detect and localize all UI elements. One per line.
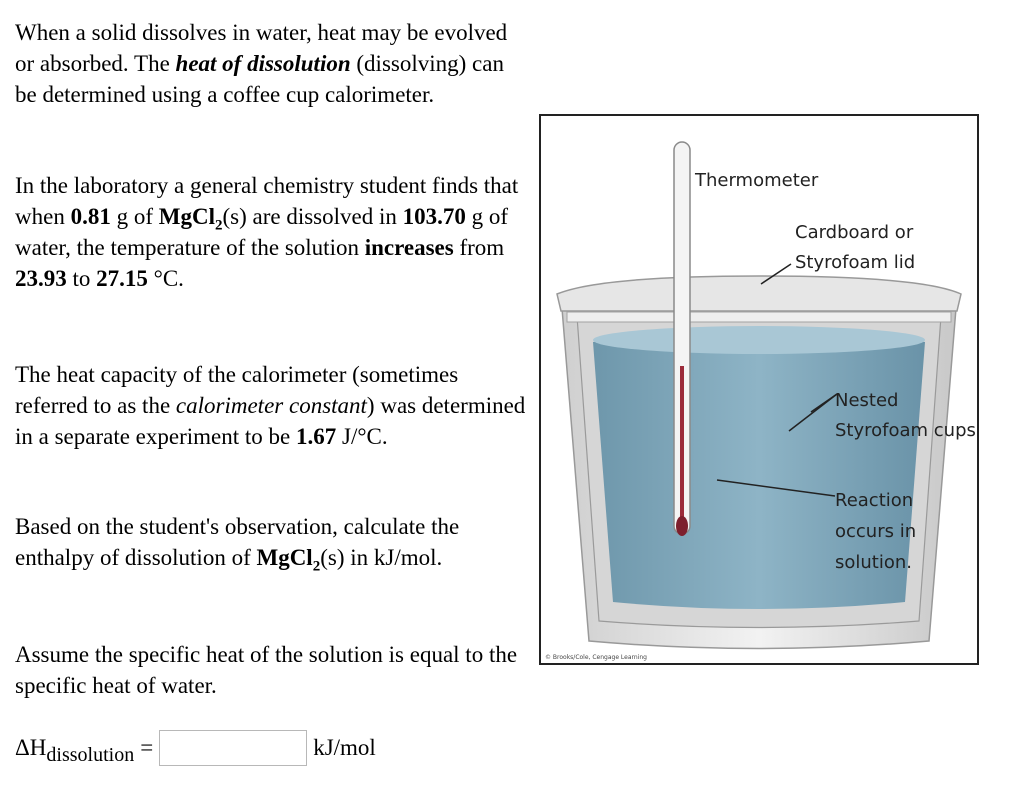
thermometer-label: Thermometer	[695, 170, 819, 191]
final-temperature: 27.15	[96, 266, 148, 291]
problem-paragraph: In the laboratory a general chemistry student finds that when 0.81 g of MgCl$_2$(s) are dissolved in 103.70 g of water, the temperature of the solution increases from 23.93 to 27.15 °C.	[15, 173, 519, 291]
question-paragraph: Based on the student's observation, calculate the enthalpy of dissolution of MgCl$_2$(s) in kJ/mol.	[15, 514, 460, 575]
calorimeter-figure	[539, 114, 979, 665]
answer-unit: kJ/mol	[313, 735, 376, 760]
heat-of-dissolution-term: heat of dissolution	[175, 51, 351, 76]
answer-row	[15, 728, 376, 768]
answer-label: ΔHdissolution	[15, 735, 135, 766]
heat-capacity-paragraph: The heat capacity of the calorimeter (sometimes referred to as the calorimeter constant) was determined in a separate experiment to be 1.67 J/°C.	[15, 362, 526, 449]
cups-label-line2: Styrofoam cups	[835, 420, 976, 441]
solute-mass: 0.81	[70, 204, 111, 229]
solution-surface	[593, 326, 925, 354]
thermometer-mercury	[680, 366, 684, 526]
solute-formula: MgCl$_2$	[158, 204, 223, 234]
reaction-label-line1: Reaction	[835, 490, 914, 511]
intro-paragraph: When a solid dissolves in water, heat may be evolved or absorbed. The heat of dissolution (dissolving) can be determined using a coffee cup calorimeter.	[15, 20, 508, 107]
lid	[557, 276, 961, 311]
initial-temperature: 23.93	[15, 266, 67, 291]
cups-label-line1: Nested	[835, 390, 899, 411]
solute-formula: MgCl$_2$	[256, 545, 321, 575]
assumption-paragraph: Assume the specific heat of the solution is equal to the specific heat of water.	[15, 642, 518, 698]
equals-sign: =	[140, 735, 154, 760]
temperature-direction: increases	[364, 235, 454, 260]
enthalpy-answer-input[interactable]	[159, 730, 307, 766]
reaction-label-line3: solution.	[835, 552, 913, 573]
figure-credit: © Brooks/Cole, Cengage Learning	[545, 654, 647, 661]
thermometer-bulb	[676, 516, 688, 536]
reaction-label-line2: occurs in	[835, 521, 917, 542]
calorimeter-constant: 1.67	[296, 424, 337, 449]
water-mass: 103.70	[402, 204, 466, 229]
calorimeter-diagram	[541, 116, 977, 663]
lid-label-line1: Cardboard or	[795, 222, 914, 243]
lid-label-line2: Styrofoam lid	[795, 252, 916, 273]
inner-cup-rim	[567, 312, 951, 322]
